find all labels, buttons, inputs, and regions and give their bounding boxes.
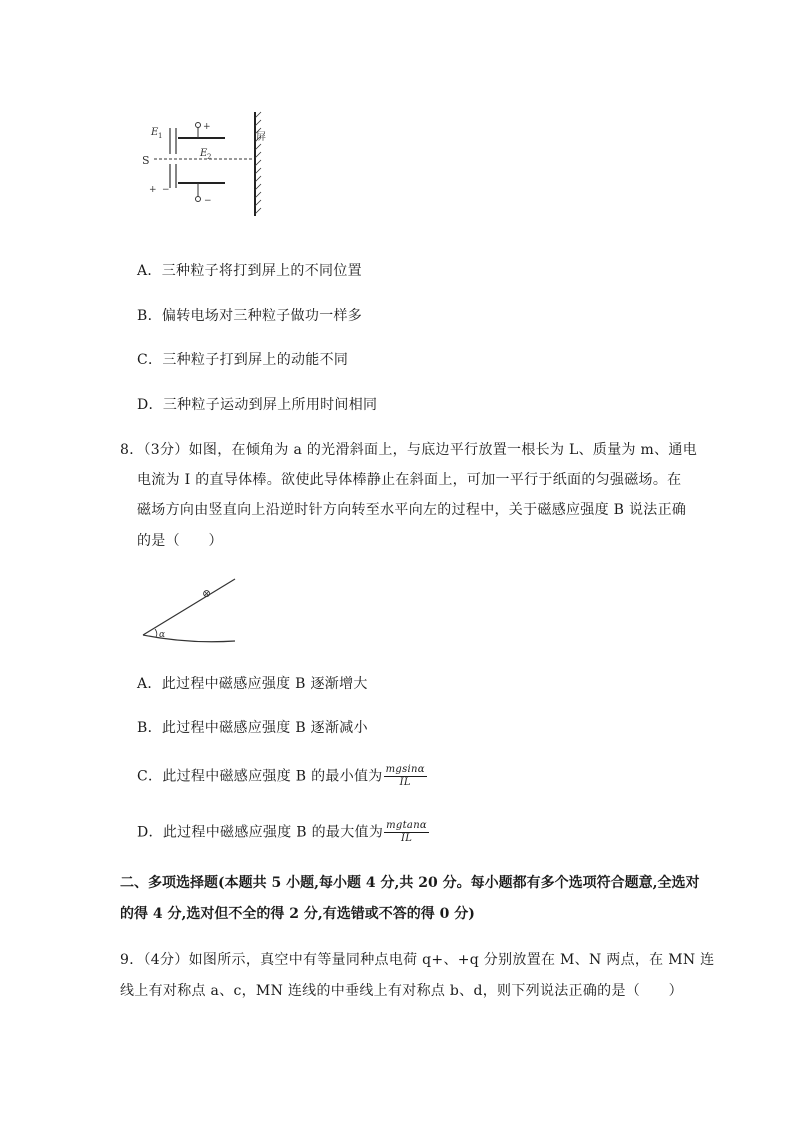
option-label: D． [137,824,163,841]
option-text: 偏转电场对三种粒子做功一样多 [161,308,363,324]
fraction-denominator: IL [399,777,411,788]
minus-bottom: − [204,196,212,206]
minus-left: − [162,185,170,195]
q8-stem-line-3: 磁场方向由竖直向上沿逆时针方向转至水平向左的过程中，关于磁感应强度 B 说法正确 [137,502,687,518]
screen-label: 屏 [256,132,266,143]
option-text: 三种粒子打到屏上的动能不同 [162,352,349,368]
option-label: C． [137,768,163,785]
section-heading-line-1: 二、多项选择题(本题共 5 小题,每小题 4 分,共 20 分。每小题都有多个选项符合题意,全选对 [120,875,700,891]
e2-label: E [200,148,208,159]
e1-sub: 1 [158,132,163,140]
plus-left: + [149,185,157,195]
s-label: S [142,154,150,167]
fraction-numerator: mgtanα [386,820,427,831]
fraction-numerator: mgsinα [385,764,425,775]
q8-option-b [137,718,368,738]
e2-sub: 2 [207,153,212,161]
q9-stem-line-2: 线上有对称点 a、c，MN 连线的中垂线上有对称点 b、d，则下列说法正确的是（ ） [120,983,683,999]
fraction-denominator: IL [400,833,413,844]
fraction [384,764,427,789]
option-text: 此过程中磁感应强度 B 逐渐增大 [161,676,368,692]
option-label: C． [137,352,163,368]
q8-stem-line-2: 电流为 I 的直导体棒。欲使此导体棒静止在斜面上，可加一平行于纸面的匀强磁场。在 [137,472,682,488]
plus-top: + [203,122,211,132]
option-label: A． [137,263,162,279]
q8-stem-line-4: 的是（ ） [137,533,223,549]
section-heading-line-2: 的得 4 分,选对但不全的得 2 分,有选错或不答的得 0 分) [120,906,475,922]
option-label: D． [137,397,163,413]
q8-option-d [137,820,429,845]
option-text: 此过程中磁感应强度 B 的最小值为 [162,768,383,785]
q9-stem-line-1: 9．（4分）如图所示，真空中有等量同种点电荷 q+、+q 分别放置在 M、N 两点，在 MN 连 [120,952,715,968]
option-label: B． [137,720,162,736]
q8-option-a [137,674,368,694]
option-text: 三种粒子将打到屏上的不同位置 [161,263,362,279]
option-text: 此过程中磁感应强度 B 的最大值为 [162,824,384,841]
fraction [384,820,429,845]
q7-option-b [137,306,362,326]
q8-option-c [137,764,427,789]
option-text: 三种粒子运动到屏上所用时间相同 [162,397,378,413]
current-into-page-icon: ⊗ [202,587,212,600]
e1-label: E [151,127,159,138]
option-text: 此过程中磁感应强度 B 逐渐减小 [161,720,368,736]
alpha-label: α [159,630,166,640]
deflection-field-figure [140,108,270,220]
q7-option-c [137,350,348,370]
incline-figure [138,574,240,648]
q7-option-a [137,261,362,281]
option-label: A． [137,676,162,692]
q7-option-d [137,395,377,415]
q8-stem-line-1: 8．（3分）如图，在倾角为 a 的光滑斜面上，与底边平行放置一根长为 L、质量为 m、通电 [120,442,698,458]
option-label: B． [137,308,162,324]
